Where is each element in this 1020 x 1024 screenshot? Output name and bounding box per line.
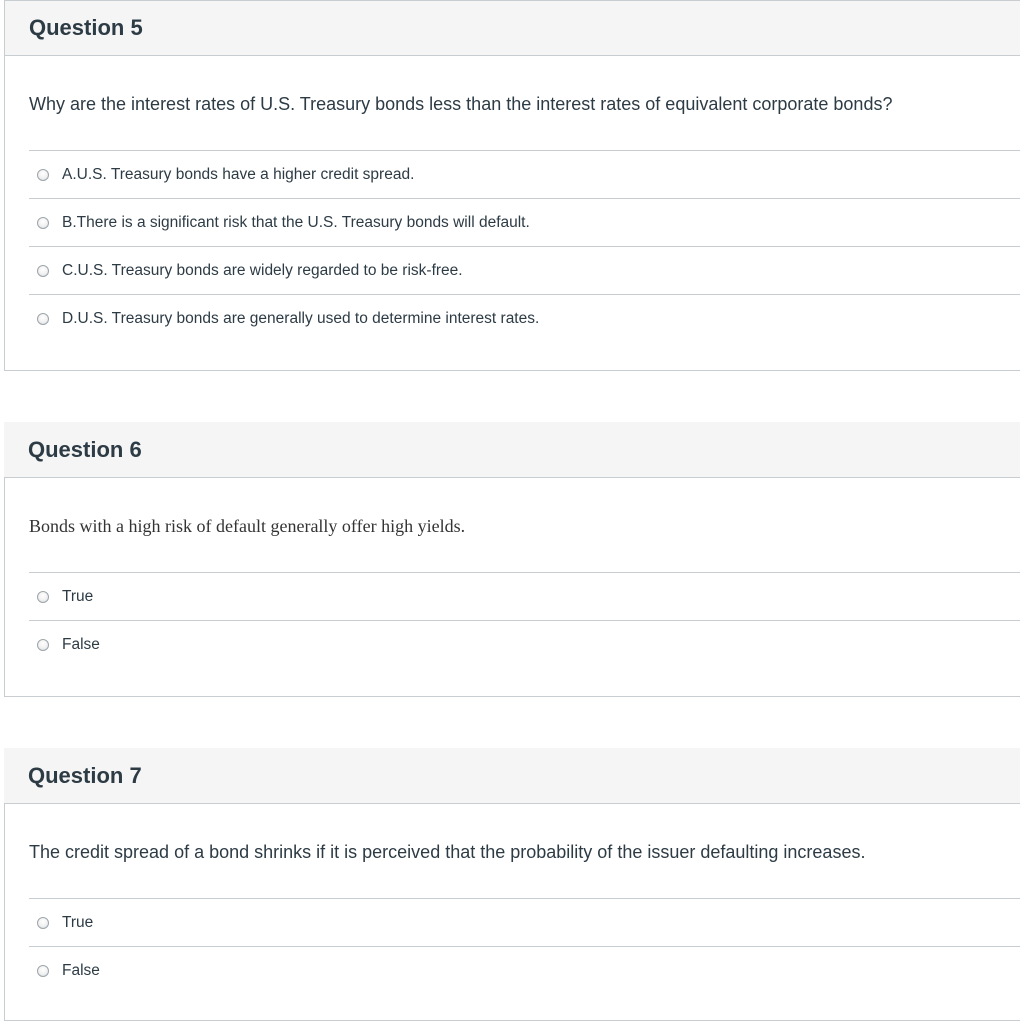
question-text: The credit spread of a bond shrinks if it is perceived that the probability of the issuer defaulting increases. — [29, 842, 866, 862]
answer-label: True — [62, 913, 94, 931]
question-text: Bonds with a high risk of default generally offer high yields. — [29, 516, 466, 536]
answer-label: A.U.S. Treasury bonds have a higher credit spread. — [62, 165, 415, 183]
question-title: Question 7 — [28, 762, 142, 788]
answer-list — [29, 150, 1020, 343]
answer-label: C.U.S. Treasury bonds are widely regarded to be risk-free. — [62, 261, 463, 279]
answer-option-true[interactable] — [29, 899, 1020, 947]
answer-label: False — [62, 636, 100, 653]
answer-option-false[interactable] — [29, 621, 1020, 669]
answer-label: False — [62, 962, 100, 979]
answer-label: D.U.S. Treasury bonds are generally used to determine interest rates. — [62, 310, 540, 327]
question-header — [4, 0, 1020, 56]
question-body — [4, 478, 1020, 697]
answer-option-false[interactable] — [29, 947, 1020, 995]
answer-list — [29, 572, 1020, 669]
answer-label: True — [62, 587, 94, 605]
question-title: Question 5 — [29, 15, 143, 40]
answer-option-true[interactable] — [29, 573, 1020, 621]
radio-button[interactable] — [37, 639, 49, 651]
answer-option-b[interactable] — [29, 199, 1020, 247]
answer-list — [29, 898, 1020, 995]
question-7 — [4, 748, 1020, 1021]
radio-button[interactable] — [37, 169, 49, 181]
radio-button[interactable] — [37, 265, 49, 277]
question-body — [4, 804, 1020, 1021]
question-body — [4, 56, 1020, 371]
question-title: Question 6 — [28, 436, 142, 462]
question-5 — [4, 0, 1020, 371]
radio-button[interactable] — [37, 313, 49, 325]
radio-button[interactable] — [37, 917, 49, 929]
radio-button[interactable] — [37, 591, 49, 603]
question-text: Why are the interest rates of U.S. Treasury bonds less than the interest rates of equivalent corporate bonds? — [29, 94, 893, 114]
answer-option-d[interactable] — [29, 295, 1020, 343]
question-6 — [4, 422, 1020, 697]
radio-button[interactable] — [37, 217, 49, 229]
question-header — [4, 422, 1020, 478]
answer-label: B.There is a significant risk that the U.S. Treasury bonds will default. — [62, 213, 530, 231]
answer-option-a[interactable] — [29, 151, 1020, 199]
answer-option-c[interactable] — [29, 247, 1020, 295]
radio-button[interactable] — [37, 965, 49, 977]
question-header — [4, 748, 1020, 804]
